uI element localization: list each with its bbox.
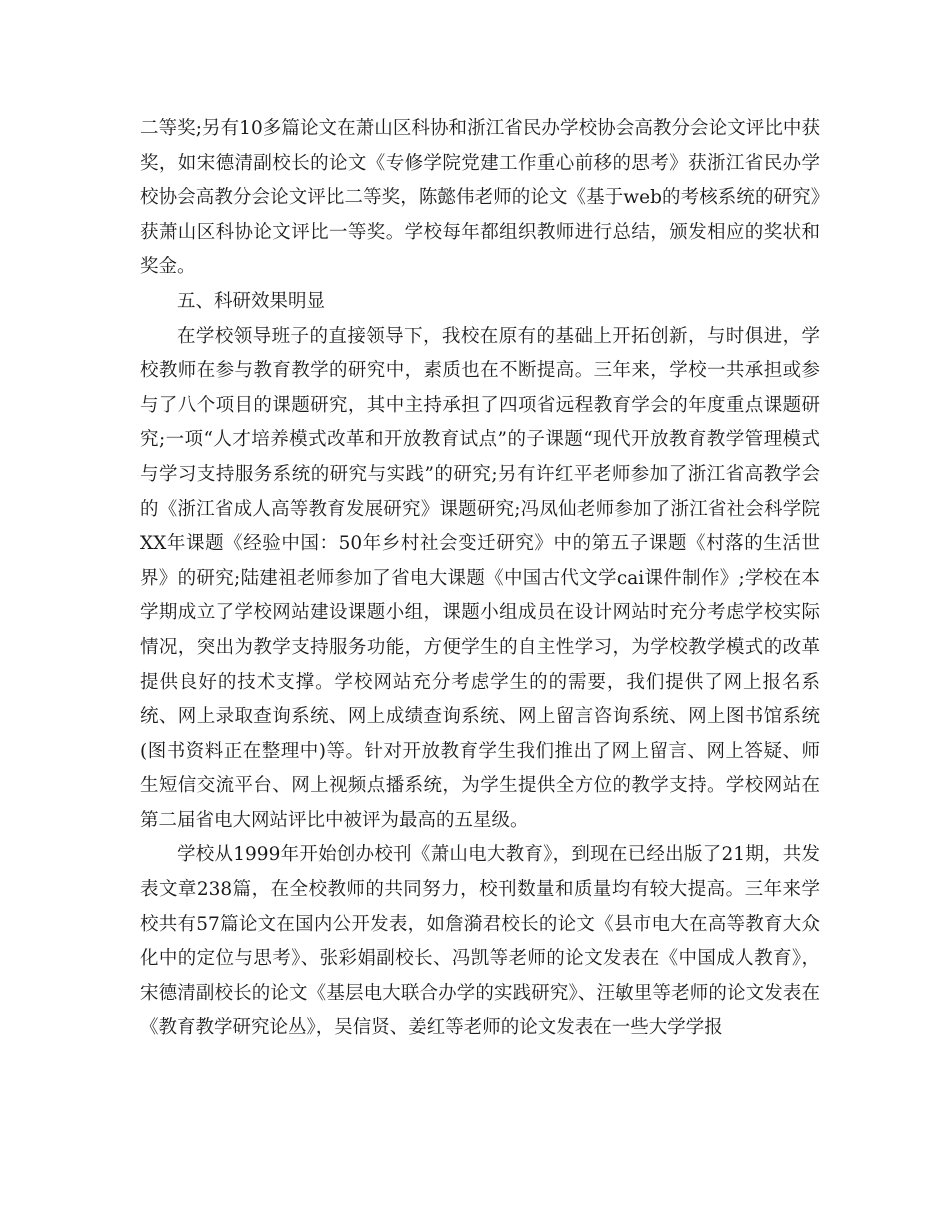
section-heading-research-results: 五、科研效果明显 [177, 290, 326, 312]
paragraph-research-projects: 在学校领导班子的直接领导下，我校在原有的基础上开拓创新，与时俱进，学校教师在参与教育教学的研究中，素质也在不断提高。三年来，学校一共承担或参与了八个项目的课题研究，其中主持承担了四项省远程教育学会的年度重点课题研究;一项“人才培养模式改革和开放教育试点”的子课题“现代开放教育教学管理模式与学习支持服务系统的研究与实践”的研究;另有许红平老师参加了浙江省高教学会的《浙江省成人高等教育发展研究》课题研究;冯凤仙老师参加了浙江省社会科学院XX年课题《经验中国：50年乡村社会变迁研究》中的第五子课题《村落的生活世界》的研究;陆建祖老师参加了省电大课题《中国古代文学cai课件制作》;学校在本学期成立了学校网站建设课题小组，课题小组成员在设计网站时充分考虑学校实际情况，突出为教学支持服务功能，方便学生的自主性学习，为学校教学模式的改革提供良好的技术支撑。学校网站充分考虑学生的的需要，我们提供了网上报名系统、网上录取查询系统、网上成绩查询系统、网上留言咨询系统、网上图书馆系统(图书资料正在整理中)等。针对开放教育学生我们推出了网上留言、网上答疑、师生短信交流平台、网上视频点播系统，为学生提供全方位的教学支持。学校网站在第二届省电大网站评比中被评为最高的五星级。 [140, 325, 820, 831]
paragraph-journal-publications: 学校从1999年开始创办校刊《萧山电大教育》，到现在已经出版了21期，共发表文章238篇，在全校教师的共同努力，校刊数量和质量均有较大提高。三年来学校共有57篇论文在国内公开发表，如詹漪君校长的论文《县市电大在高等教育大众化中的定位与思考》、张彩娟副校长、冯凯等老师的论文发表在《中国成人教育》，宋德清副校长的论文《基层电大联合办学的实践研究》、汪敏里等老师的论文发表在《教育教学研究论丛》，吴信贤、姜红等老师的论文发表在一些大学学报 [140, 844, 820, 1039]
document-page [140, 112, 820, 1046]
paragraph-awards: 二等奖;另有10多篇论文在萧山区科协和浙江省民办学校协会高教分会论文评比中获奖，如宋德清副校长的论文《专修学院党建工作重心前移的思考》获浙江省民办学校协会高教分会论文评比二等奖，陈懿伟老师的论文《基于web的考核系统的研究》获萧山区科协论文评比一等奖。学校每年都组织教师进行总结，颁发相应的奖状和奖金。 [140, 118, 820, 278]
